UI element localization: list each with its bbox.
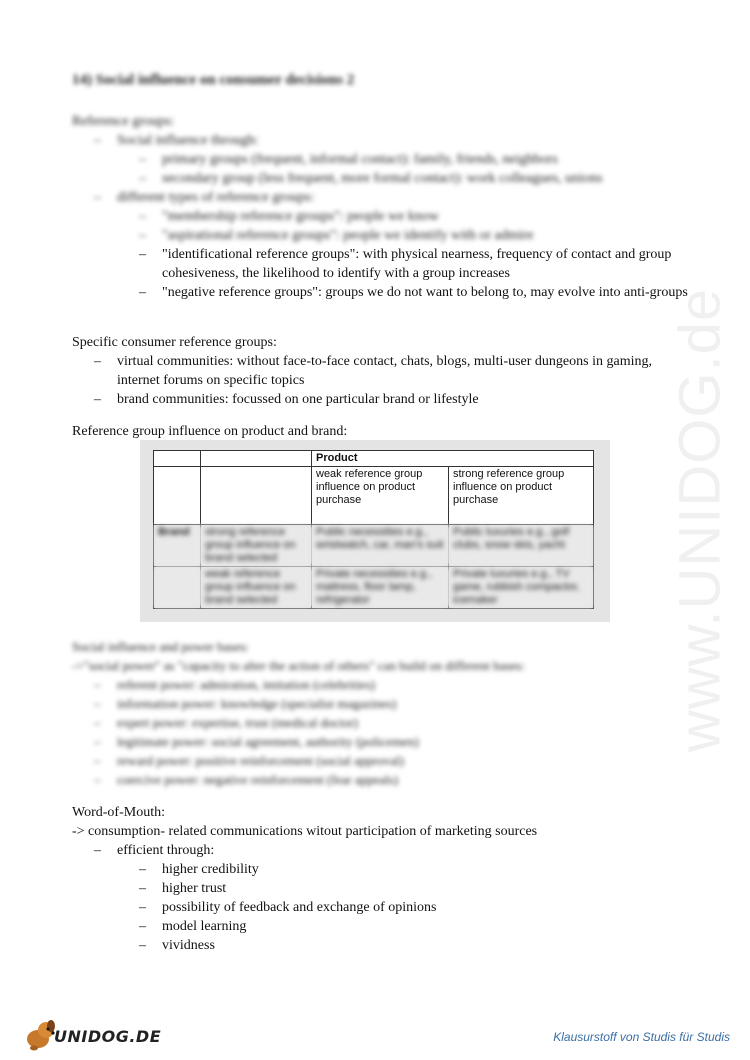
list-item [72,841,692,955]
bullet-dash: – [139,938,146,953]
list-item [72,751,692,770]
table-cell: Private luxuries e.g., TV game, rubbish compactor, icemaker [449,567,594,609]
unidog-logo[interactable] [22,1017,162,1053]
sub-list-item [117,245,692,283]
bullet-dash: – [139,862,146,877]
sub-list-item-text: primary groups (frequent, informal contact): family, friends, neighbors [162,152,558,167]
sub-list-item-text: possibility of feedback and exchange of opinions [162,900,437,915]
sub-list-item [117,898,692,917]
reference-groups-section [72,112,692,302]
logo-text: UNIDOG.DE [54,1027,162,1046]
bullet-dash: – [94,392,101,407]
weak-product-header: weak reference group influence on product purchase [312,467,449,525]
list-item [72,675,692,694]
brand-label: Brand [154,525,201,567]
sub-list-item-text: vividness [162,938,215,953]
power-section [72,637,692,789]
footer-tagline: Klausurstoff von Studis für Studis [553,1030,730,1044]
sub-list-item [117,207,692,226]
sub-list-item [117,169,692,188]
list-item [72,770,692,789]
list-item-text: referent power: admiration, imitation (celebrities) [117,677,376,692]
bullet-dash: – [94,715,101,730]
list-item-text: virtual communities: without face-to-face contact, chats, blogs, multi-user dungeons in gaming, internet forums on specific topics [117,354,652,388]
sub-list-item-text: secondary group (less frequent, more formal contact): work colleagues, unions [162,171,603,186]
sub-list-item-text: higher credibility [162,862,259,877]
power-list [72,675,692,789]
list-item-text: brand communities: focussed on one particular brand or lifestyle [117,392,479,407]
bullet-dash: – [139,247,146,262]
specific-groups-section [72,333,692,409]
bullet-dash: – [139,171,146,186]
sub-list-item [117,150,692,169]
bullet-dash: – [94,354,101,369]
reference-influence-table [153,450,594,609]
list-item-text: coercive power: negative reinforcement (fear appeals) [117,772,399,787]
list-item-text: expert power: expertise, trust (medical doctor) [117,715,359,730]
sub-list-item [117,283,692,302]
page-title: 14) Social influence on consumer decisions 2 [72,72,355,88]
bullet-dash: – [94,734,101,749]
wom-intro: -> consumption- related communications witout participation of marketing sources [72,824,538,839]
bullet-dash: – [139,228,146,243]
table-cell: Private necessities e.g., mattress, floor lamp, refrigerator [312,567,449,609]
bullet-dash: – [94,190,101,205]
list-item [72,694,692,713]
bullet-dash: – [139,285,146,300]
specific-groups-list [72,352,692,409]
product-header: Product [312,451,594,467]
bullet-dash: – [139,209,146,224]
table-cell [154,467,201,525]
sub-list-item-text: higher trust [162,881,227,896]
sub-list-item-text: "aspirational reference groups": people we identify with or admire [162,228,534,243]
reference-influence-table-image [140,440,610,622]
list-item [72,732,692,751]
bullet-dash: – [94,696,101,711]
list-item-text: efficient through: [117,843,215,858]
list-item [72,131,692,188]
list-item-text: information power: knowledge (specialist magazines) [117,696,397,711]
sub-list-item-text: model learning [162,919,247,934]
table-cell [201,467,312,525]
table-cell: strong reference group influence on brand selected [201,525,312,567]
table-cell: Public luxuries e.g., golf clubs, snow skis, yacht [449,525,594,567]
list-item [72,713,692,732]
specific-groups-heading: Specific consumer reference groups: [72,335,277,350]
list-item [72,188,692,302]
power-intro: ->"social power" as "capacity to alter the action of others" can build on different bases: [72,658,525,673]
bullet-dash: – [94,753,101,768]
wom-heading: Word-of-Mouth: [72,805,165,820]
bullet-dash: – [139,900,146,915]
list-item [72,390,692,409]
sub-list-item [117,226,692,245]
word-of-mouth-section [72,803,692,955]
list-item-text: Social influence through: [117,133,259,148]
bullet-dash: – [139,881,146,896]
reference-groups-heading: Reference groups: [72,114,175,129]
table-cell [201,451,312,467]
bullet-dash: – [139,919,146,934]
dog-icon [22,1017,58,1053]
bullet-dash: – [139,152,146,167]
wom-list [72,841,692,955]
table-cell [154,451,201,467]
list-item-text: legitimate power: social agreement, authority (policemen) [117,734,419,749]
bullet-dash: – [94,772,101,787]
sub-list-item [117,936,692,955]
sub-list [117,207,692,302]
table-section-heading: Reference group influence on product and brand: [72,424,348,439]
table-cell: weak reference group influence on brand selected [201,567,312,609]
reference-groups-list [72,131,692,302]
watermark-text: www.UNIDOG.de [667,287,733,753]
list-item-text: reward power: positive reinforcement (social approval) [117,753,404,768]
sub-list-item-text: "membership reference groups": people we know [162,209,439,224]
list-item-text: different types of reference groups: [117,190,315,205]
table-cell [154,567,201,609]
sub-list-item [117,917,692,936]
strong-product-header: strong reference group influence on product purchase [449,467,594,525]
list-item [72,352,692,390]
sub-list-item-text: "identificational reference groups": with physical nearness, frequency of contact and group cohesiveness, the likelihood to identify with a group increases [162,247,672,281]
bullet-dash: – [94,133,101,148]
bullet-dash: – [94,677,101,692]
sub-list-item [117,879,692,898]
sub-list-item [117,860,692,879]
power-heading: Social influence and power bases: [72,639,249,654]
sub-list [117,150,692,188]
bullet-dash: – [94,843,101,858]
table-cell: Public necessities e.g., wristwatch, car, man's suit [312,525,449,567]
sub-list [117,860,692,955]
sub-list-item-text: "negative reference groups": groups we do not want to belong to, may evolve into anti-groups [162,285,688,300]
